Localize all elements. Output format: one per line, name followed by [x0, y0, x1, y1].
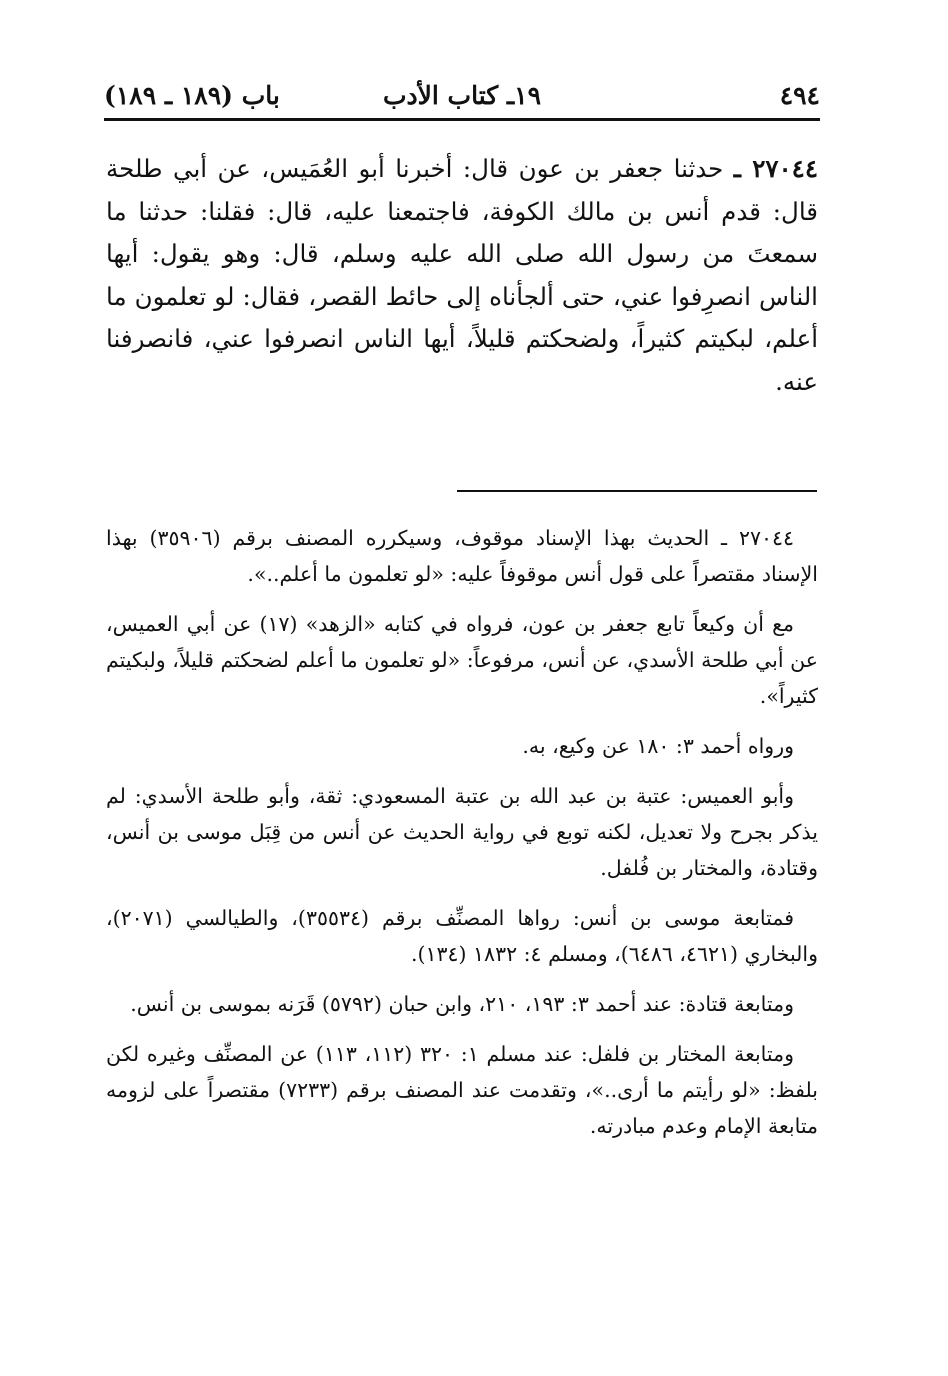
hadith-body: حدثنا جعفر بن عون قال: أخبرنا أبو العُمَيس، عن أبي طلحة قال: قدم أنس بن مالك الكوفة، فاجتمعنا عليه، قال: فقلنا: حدثنا ما سمعتَ من رسول الله صلى الله عليه وسلم، قال: وهو يقول: أيها الناس انصرِفوا عني، حتى ألجأناه إلى حائط القصر، فقال: لو تعلمون ما أعلم، لبكيتم كثيراً، ولضحكتم قليلاً، أيها الناس انصرفوا عني، فانصرفنا عنه.: [106, 154, 818, 396]
page-header: [104, 70, 820, 114]
page-number: ٤٩٤: [779, 81, 820, 110]
book-title: ١٩ـ كتاب الأدب: [382, 81, 542, 110]
header-rule: [104, 118, 820, 121]
footnote-paragraph: ٢٧٠٤٤ ـ الحديث بهذا الإسناد موقوف، وسيكرره المصنف برقم (٣٥٩٠٦) بهذا الإسناد مقتصراً على قول أنس موقوفاً عليه: «لو تعلمون ما أعلم..».: [106, 526, 818, 586]
footnote-paragraph: ورواه أحمد ٣: ١٨٠ عن وكيع، به.: [522, 734, 794, 758]
footnote-rule: [457, 490, 817, 492]
footnote-paragraph: وأبو العميس: عتبة بن عبد الله بن عتبة المسعودي: ثقة، وأبو طلحة الأسدي: لم يذكر بجرح ولا تعديل، لكنه توبع في رواية الحديث عن أنس من قِبَل موسى بن أنس، وقتادة، والمختار بن فُلفل.: [106, 784, 818, 880]
footnote-paragraph: ومتابعة المختار بن فلفل: عند مسلم ١: ٣٢٠ (١١٢، ١١٣) عن المصنِّف وغيره لكن بلفظ: «لو رأيتم ما أرى..»، وتقدمت عند المصنف برقم (٧٢٣٣) مقتصراً على لزومه متابعة الإمام وعدم مبادرته.: [106, 1042, 818, 1138]
chapter-range: باب (١٨٩ ـ ١٨٩): [104, 81, 280, 110]
footnote-paragraph: فمتابعة موسى بن أنس: رواها المصنِّف برقم (٣٥٥٣٤)، والطيالسي (٢٠٧١)، والبخاري (٤٦٢١، ٦٤٨٦)، ومسلم ٤: ١٨٣٢ (١٣٤).: [106, 906, 818, 966]
footnote-paragraph: مع أن وكيعاً تابع جعفر بن عون، فرواه في كتابه «الزهد» (١٧) عن أبي العميس، عن أبي طلحة الأسدي، عن أنس، مرفوعاً: «لو تعلمون ما أعلم لضحكتم قليلاً، ولبكيتم كثيراً».: [106, 612, 818, 708]
hadith-number: ٢٧٠٤٤ ـ: [733, 154, 818, 183]
footnotes: [106, 520, 818, 1158]
footnote-paragraph: ومتابعة قتادة: عند أحمد ٣: ١٩٣، ٢١٠، وابن حبان (٥٧٩٢) قَرَنه بموسى بن أنس.: [130, 992, 794, 1016]
hadith-text: [106, 148, 818, 403]
